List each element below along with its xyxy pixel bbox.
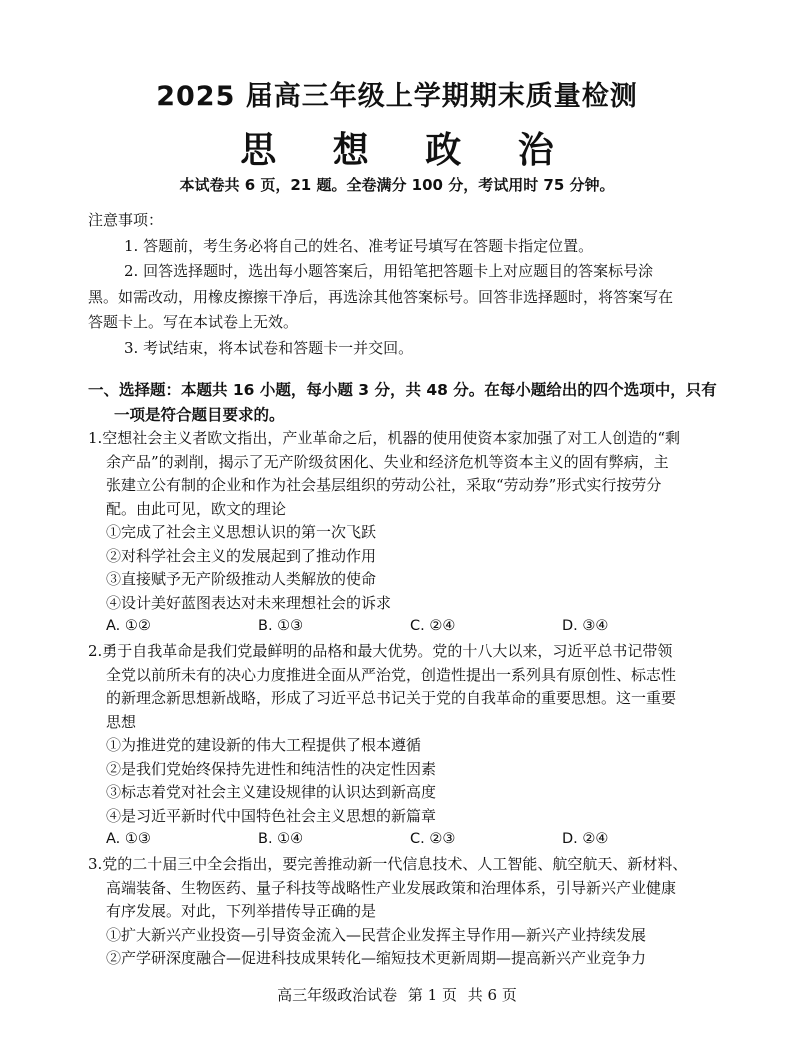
question-3-option-1: ①扩大新兴产业投资—引导资金流入—民营企业发挥主导作用—新兴产业持续发展 xyxy=(106,925,647,944)
question-2-option-2: ②是我们党始终保持先进性和纯洁性的决定性因素 xyxy=(106,759,437,778)
question-3-stem xyxy=(88,853,724,924)
exam-title: 2025 届高三年级上学期期末质量检测 xyxy=(156,81,638,112)
notes-section xyxy=(88,208,718,361)
question-3 xyxy=(88,853,724,971)
question-2-option-3: ③标志着党对社会主义建设规律的认识达到新高度 xyxy=(106,783,437,801)
question-2-line-4: 思想 xyxy=(106,712,137,731)
question-1-line-1: 1.空想社会主义者欧文指出，产业革命之后，机器的使用使资本家加强了对工人创造的“剩 xyxy=(88,429,680,447)
question-1-choice-d: D. ③④ xyxy=(562,618,609,634)
question-1-choices xyxy=(88,615,724,639)
section-heading-line-2: 一项是符合题目要求的。 xyxy=(114,406,285,424)
section-heading xyxy=(88,378,718,428)
question-1-option-2: ②对科学社会主义的发展起到了推动作用 xyxy=(106,546,377,565)
note-item-1: 1. 答题前，考生务必将自己的姓名、准考证号填写在答题卡指定位置。 xyxy=(124,236,594,255)
question-2 xyxy=(88,640,724,852)
question-2-choice-c: C. ②③ xyxy=(410,831,456,847)
question-2-line-1: 2.勇于自我革命是我们党最鲜明的品格和最大优势。党的十八大以来，习近平总书记带领 xyxy=(88,642,673,660)
question-1-option-4: ④设计美好蓝图表达对未来理想社会的诉求 xyxy=(106,593,392,612)
note-item-2-line-1: 2. 回答选择题时，选出每小题答案后，用铅笔把答题卡上对应题目的答案标号涂 xyxy=(124,262,654,280)
footer-total-pages: 共 6 页 xyxy=(467,986,517,1004)
question-2-choices xyxy=(88,828,724,852)
page-footer xyxy=(0,984,794,1005)
exam-info: 本试卷共 6 页，21 题。全卷满分 100 分，考试用时 75 分钟。 xyxy=(179,176,615,194)
question-3-option-2: ②产学研深度融合—促进科技成果转化—缩短技术更新周期—提高新兴产业竞争力 xyxy=(106,949,647,967)
notes-heading: 注意事项： xyxy=(88,211,164,229)
question-2-choice-b: B. ①④ xyxy=(258,831,304,847)
question-2-line-2: 全党以前所未有的决心力度推进全面从严治党，创造性提出一系列具有原创性、标志性 xyxy=(106,665,677,684)
question-3-line-2: 高端装备、生物医药、量子科技等战略性产业发展政策和治理体系，引导新兴产业健康 xyxy=(106,878,677,897)
question-3-line-3: 有序发展。对此，下列举措传导正确的是 xyxy=(106,902,377,920)
subject-title: 思 想 政 治 xyxy=(240,130,576,171)
question-2-choice-a: A. ①③ xyxy=(106,831,151,847)
question-1-choice-b: B. ①③ xyxy=(258,618,304,634)
question-2-stem xyxy=(88,640,724,734)
question-2-choice-d: D. ②④ xyxy=(562,831,609,847)
question-1 xyxy=(88,427,724,639)
note-item-2-line-2: 黑。如需改动，用橡皮擦擦干净后，再选涂其他答案标号。回答非选择题时，将答案写在 xyxy=(88,287,674,306)
question-1-stem xyxy=(88,427,724,521)
question-2-option-1: ①为推进党的建设新的伟大工程提供了根本遵循 xyxy=(106,736,422,754)
question-1-line-3: 张建立公有制的企业和作为社会基层组织的劳动公社，采取“劳动券”形式实行按劳分 xyxy=(106,476,662,494)
section-heading-line-1: 一、选择题：本题共 16 小题，每小题 3 分，共 48 分。在每小题给出的四个选项中，只有 xyxy=(88,381,717,399)
footer-exam-name: 高三年级政治试卷 xyxy=(277,986,398,1004)
question-1-choice-a: A. ①② xyxy=(106,618,151,634)
question-3-line-1: 3.党的二十届三中全会指出，要完善推动新一代信息技术、人工智能、航空航天、新材料、 xyxy=(88,855,688,873)
question-1-option-1: ①完成了社会主义思想认识的第一次飞跃 xyxy=(106,523,377,541)
footer-page-number: 第 1 页 xyxy=(407,986,457,1004)
question-2-option-4: ④是习近平新时代中国特色社会主义思想的新篇章 xyxy=(106,806,437,825)
question-2-line-3: 的新理念新思想新战略，形成了习近平总书记关于党的自我革命的重要思想。这一重要 xyxy=(106,689,677,707)
question-1-option-3: ③直接赋予无产阶级推动人类解放的使命 xyxy=(106,570,377,588)
question-1-choice-c: C. ②④ xyxy=(410,618,456,634)
question-1-line-2: 余产品”的剥削，揭示了无产阶级贫困化、失业和经济危机等资本主义的固有弊病，主 xyxy=(106,452,669,471)
question-1-line-4: 配。由此可见，欧文的理论 xyxy=(106,499,287,518)
note-item-3: 3. 考试结束，将本试卷和答题卡一并交回。 xyxy=(124,338,414,357)
note-item-2-line-3: 答题卡上。写在本试卷上无效。 xyxy=(88,313,299,331)
